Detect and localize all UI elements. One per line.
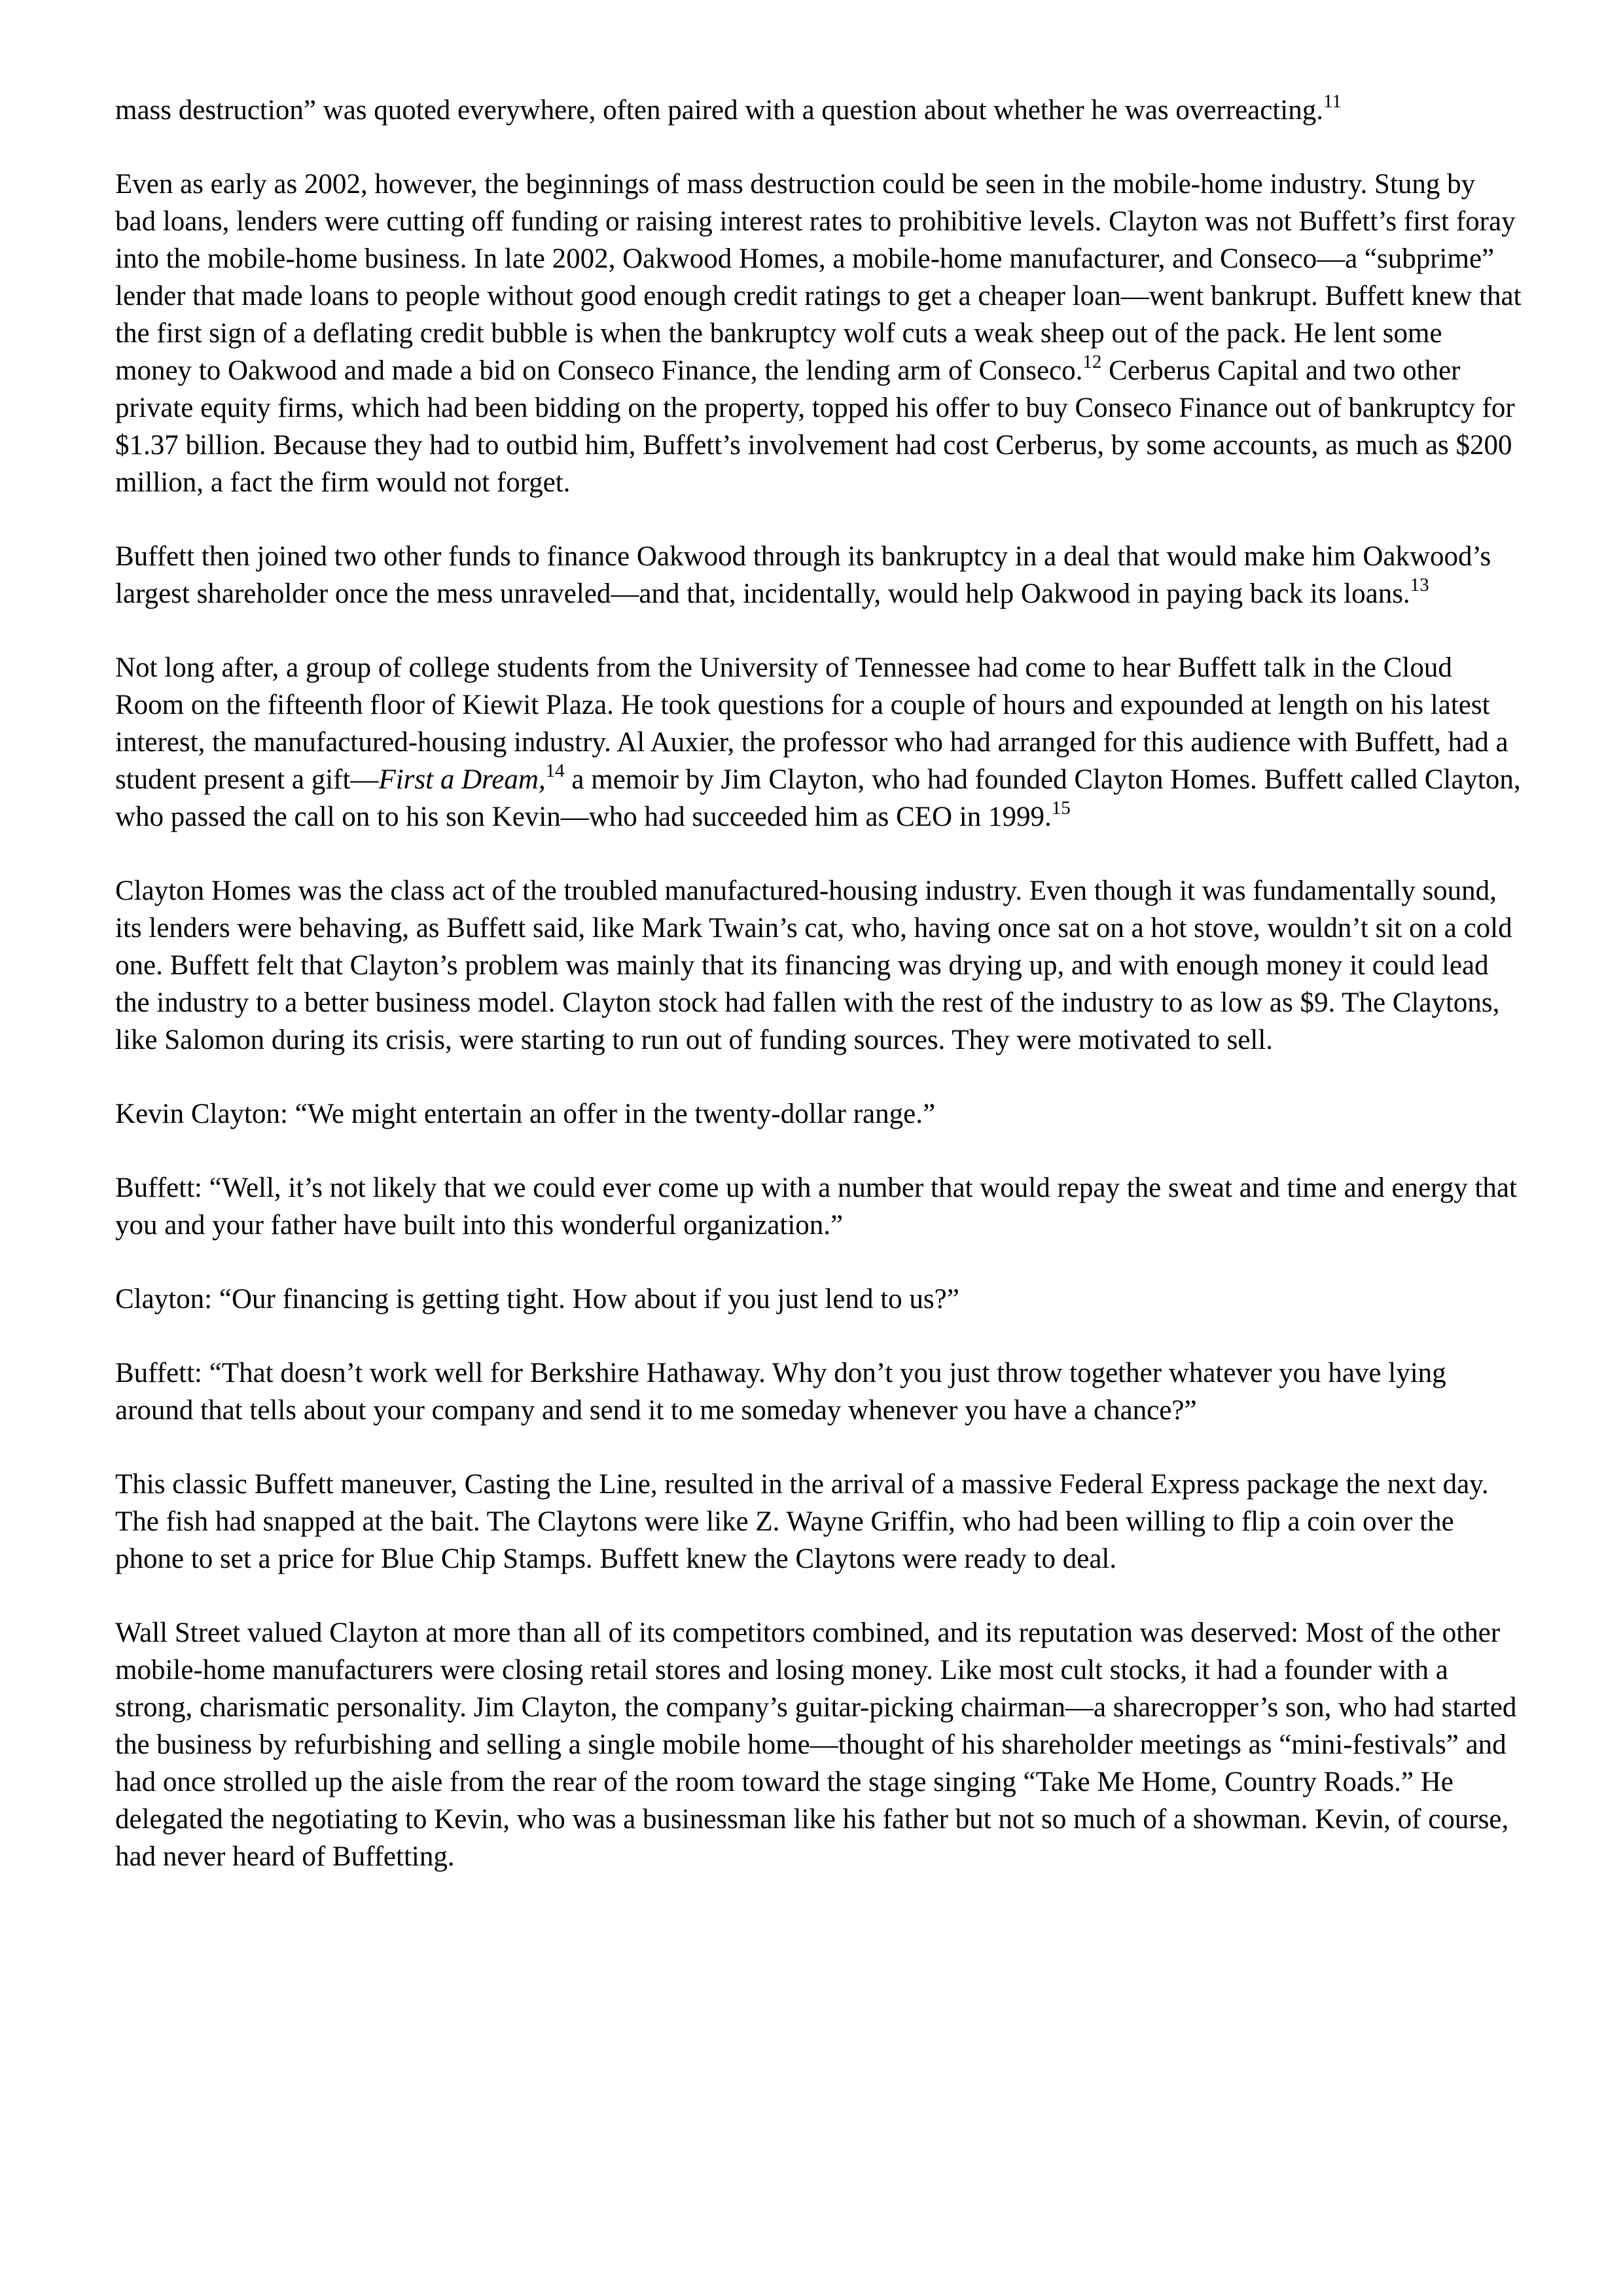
paragraph (115, 1466, 1522, 1578)
document-page (115, 92, 1522, 1875)
paragraph (115, 92, 1522, 129)
paragraph-text: Clayton: “Our financing is getting tight. How about if you just lend to us?” (115, 1284, 959, 1315)
paragraph-text: Buffett: “That doesn’t work well for Berkshire Hathaway. Why don’t you just throw together whatever you have lying around that tells about your company and send it to me someday whenever you have a chance?” (115, 1358, 1446, 1426)
paragraph (115, 538, 1522, 612)
dialogue-line (115, 1354, 1522, 1429)
paragraph-text: a memoir by Jim Clayton, who had founded Clayton Homes. Buffett called Clayton, who passed the call on to his son Kevin—who had succeeded him as CEO in 1999. (115, 764, 1521, 832)
paragraph-text: Even as early as 2002, however, the beginnings of mass destruction could be seen in the mobile-home industry. Stung by bad loans, lenders were cutting off funding or raising interest rates to prohibitive levels. Clayton was not Buffett’s first foray into the mobile-home business. In late 2002, Oakwood Homes, a mobile-home manufacturer, and Conseco—a “subprime” lender that made loans to people without good enough credit ratings to get a cheaper loan—went bankrupt. Buffett knew that the first sign of a deflating credit bubble is when the bankruptcy wolf cuts a weak sheep out of the pack. He lent some money to Oakwood and made a bid on Conseco Finance, the lending arm of Conseco. (115, 169, 1522, 386)
dialogue-line (115, 1095, 1522, 1133)
footnote-ref-11: 11 (1323, 90, 1342, 112)
footnote-ref-15: 15 (1051, 797, 1071, 819)
paragraph-text: This classic Buffett maneuver, Casting the Line, resulted in the arrival of a massive Federal Express package the next day. The fish had snapped at the bait. The Claytons were like Z. Wayne Griffin, who had been willing to flip a coin over the phone to set a price for Blue Chip Stamps. Buffett knew the Claytons were ready to deal. (115, 1469, 1489, 1574)
paragraph-text: Not long after, a group of college students from the University of Tennessee had come to hear Buffett talk in the Cloud Room on the fifteenth floor of Kiewit Plaza. He took questions for a couple of hours and expounded at length on his latest interest, the manufactured-housing industry. Al Auxier, the professor who had arranged for this audience with Buffett, had a student present a gift— (115, 652, 1508, 795)
paragraph (115, 1614, 1522, 1875)
footnote-ref-14: 14 (545, 760, 565, 781)
paragraph (115, 872, 1522, 1059)
footnote-ref-13: 13 (1410, 574, 1429, 595)
paragraph (115, 166, 1522, 501)
paragraph (115, 649, 1522, 836)
paragraph-text: Buffett then joined two other funds to finance Oakwood through its bankruptcy in a deal that would make him Oakwood’s largest shareholder once the mess unraveled—and that, incidentally, would help Oakwood in paying back its loans. (115, 541, 1491, 609)
paragraph-text: Clayton Homes was the class act of the troubled manufactured-housing industry. Even though it was fundamentally sound, its lenders were behaving, as Buffett said, like Mark Twain’s cat, who, having once sat on a hot stove, wouldn’t sit on a cold one. Buffett felt that Clayton’s problem was mainly that its financing was drying up, and with enough money it could lead the industry to a better business model. Clayton stock had fallen with the rest of the industry to as low as $9. The Claytons, like Salomon during its crisis, were starting to run out of funding sources. They were motivated to sell. (115, 875, 1512, 1055)
dialogue-line (115, 1280, 1522, 1318)
paragraph-text: Buffett: “Well, it’s not likely that we could ever come up with a number that would repay the sweat and time and energy that you and your father have built into this wonderful organization.” (115, 1173, 1517, 1241)
book-title: First a Dream, (378, 764, 546, 795)
paragraph-text: Kevin Clayton: “We might entertain an offer in the twenty-dollar range.” (115, 1099, 936, 1129)
footnote-ref-12: 12 (1082, 351, 1102, 372)
paragraph-text: mass destruction” was quoted everywhere, often paired with a question about whether he was overreacting. (115, 95, 1323, 126)
paragraph-text: Cerberus Capital and two other private equity firms, which had been bidding on the property, topped his offer to buy Conseco Finance out of bankruptcy for $1.37 billion. Because they had to outbid him, Buffett’s involvement had cost Cerberus, by some accounts, as much as $200 million, a fact the firm would not forget. (115, 355, 1515, 498)
dialogue-line (115, 1169, 1522, 1244)
paragraph-text: Wall Street valued Clayton at more than all of its competitors combined, and its reputation was deserved: Most of the other mobile-home manufacturers were closing retail stores and losing money. Like most cult stocks, it had a founder with a strong, charismatic personality. Jim Clayton, the company’s guitar-picking chairman—a sharecropper’s son, who had started the business by refurbishing and selling a single mobile home—thought of his shareholder meetings as “mini-festivals” and had once strolled up the aisle from the rear of the room toward the stage singing “Take Me Home, Country Roads.” He delegated the negotiating to Kevin, who was a businessman like his father but not so much of a showman. Kevin, of course, had never heard of Buffetting. (115, 1617, 1517, 1872)
